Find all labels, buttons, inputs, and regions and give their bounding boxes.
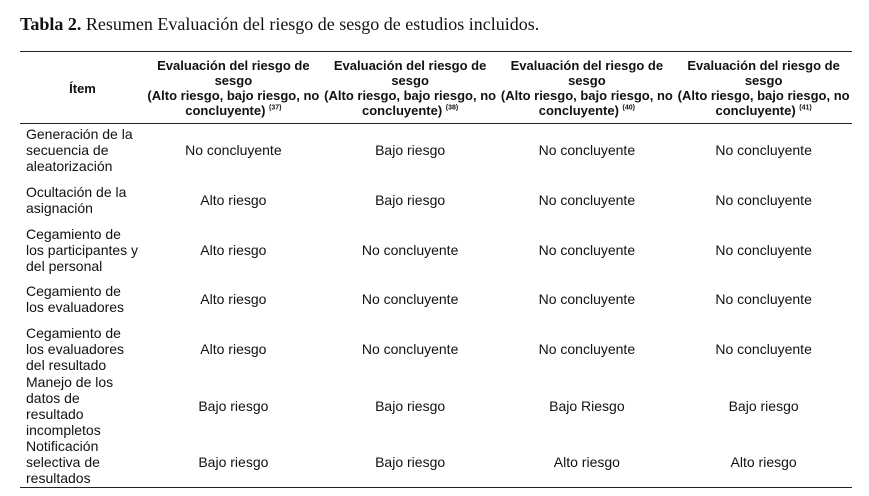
study-reference: (41) [799,104,812,112]
assessment-cell: No concluyente [715,192,812,209]
assessment-cell: Alto riesgo [200,291,267,308]
assessment-cell: Bajo riesgo [728,397,799,414]
assessment-cell: No concluyente [715,340,812,357]
table-row [20,124,852,176]
study-column-header [675,52,852,124]
assessment-cell: Bajo riesgo [375,141,446,158]
study-header-title: Evaluación del riesgo de sesgo [510,58,664,88]
table-caption [20,14,539,35]
study-column-header [499,52,676,124]
assessment-cell: No concluyente [538,192,636,209]
assessment-cell: Alto riesgo [499,438,676,488]
assessment-cell: No concluyente [715,141,812,158]
study-header-title: Evaluación del riesgo de sesgo [333,58,487,88]
assessment-cell: Bajo riesgo [198,397,269,414]
item-cell: Notificación selectiva de resultados [20,438,145,488]
item-cell: Cegamiento de los participantes y del personal [26,225,139,274]
assessment-cell: No concluyente [538,291,636,308]
assessment-cell: Alto riesgo [200,241,267,258]
table-header [20,52,852,124]
study-header-title: Evaluación del riesgo de sesgo [157,58,310,88]
study-reference: (37) [269,104,282,112]
item-column-header: Ítem [20,52,145,124]
table-row [20,176,852,226]
item-cell: Generación de la secuencia de aleatorización [26,125,133,174]
risk-of-bias-table [20,51,852,488]
study-header-subtitle: (Alto riesgo, bajo riesgo, no concluyente) $^{(38)}$ [324,88,497,118]
assessment-cell: Bajo riesgo [375,192,446,209]
assessment-cell: Alto riesgo [200,192,267,209]
assessment-cell: No concluyente [538,340,636,357]
item-cell: Ocultación de la asignación [26,184,127,217]
assessment-cell: Bajo riesgo [322,438,499,488]
item-cell: Cegamiento de los evaluadores [26,283,125,316]
assessment-cell: Bajo riesgo [375,397,446,414]
study-header-subtitle: (Alto riesgo, bajo riesgo, no concluyente) $^{(37)}$ [147,88,320,118]
table-body [20,124,852,488]
assessment-cell: No concluyente [361,241,459,258]
assessment-cell: No concluyente [185,141,282,158]
study-header-subtitle: (Alto riesgo, bajo riesgo, no concluyente) $^{(41)}$ [677,88,850,118]
study-header-subtitle: (Alto riesgo, bajo riesgo, no concluyente) $^{(40)}$ [500,88,673,118]
assessment-cell: Alto riesgo [675,438,852,488]
assessment-cell: Bajo Riesgo [549,397,625,414]
assessment-cell: No concluyente [715,291,812,308]
assessment-cell: No concluyente [538,241,636,258]
table-row [20,374,852,438]
item-cell: Cegamiento de los evaluadores del resultado [26,324,125,373]
table-row [20,438,852,488]
table-row [20,225,852,275]
assessment-cell: Bajo riesgo [145,438,322,488]
table-row [20,275,852,325]
item-cell: Manejo de los datos de resultado incompletos [26,373,114,438]
assessment-cell: Alto riesgo [200,340,267,357]
study-column-header [322,52,499,124]
study-header-title: Evaluación del riesgo de sesgo [687,58,840,88]
assessment-cell: No concluyente [538,141,636,158]
assessment-cell: No concluyente [361,291,459,308]
table-row [20,324,852,374]
table-caption-text: Resumen Evaluación del riesgo de sesgo de estudios incluidos. [81,14,540,34]
table-caption-label: Tabla 2. [20,14,82,34]
study-reference: (40) [622,104,635,112]
study-column-header [145,52,322,124]
header-row [20,52,852,124]
study-reference: (38) [445,104,459,112]
assessment-cell: No concluyente [361,340,459,357]
assessment-cell: No concluyente [715,241,812,258]
